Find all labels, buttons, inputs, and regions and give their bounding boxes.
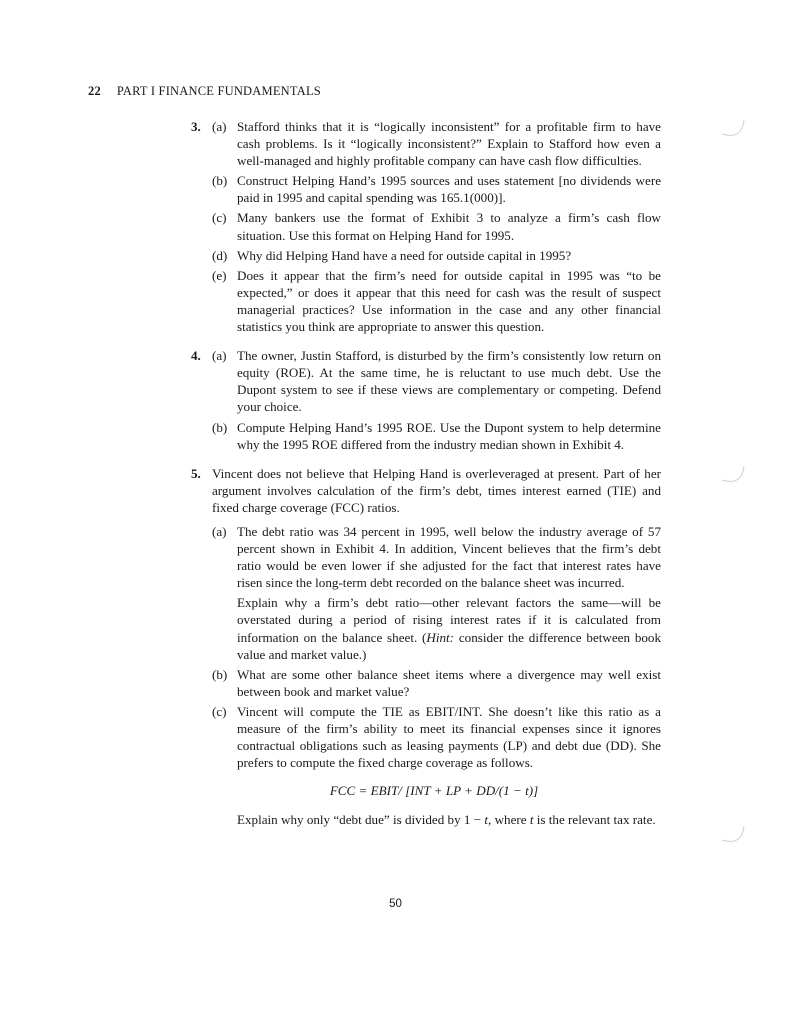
subquestion-text: What are some other balance sheet items where a divergence may well exist between book and market value? (237, 666, 661, 699)
paragraph-text-continued: consider the difference between book value and market value.) (237, 629, 662, 662)
subquestion-label: (d) (212, 247, 228, 263)
subquestion-3a (212, 118, 661, 169)
subquestion-text: Why did Helping Hand have a need for outside capital in 1995? (237, 247, 572, 263)
subquestion-label: (a) (212, 523, 227, 539)
header-running-title: PART I FINANCE FUNDAMENTALS (116, 84, 321, 98)
subquestion-text: Many bankers use the format of Exhibit 3 to analyze a firm’s cash flow situation. Use this format on Helping Hand for 1995. (237, 210, 661, 243)
binder-hole-mark-bottom (722, 826, 744, 841)
subquestion-followup (237, 811, 661, 828)
question-body (212, 118, 661, 338)
followup-text-end: is the relevant tax rate. (533, 812, 656, 828)
subquestion-text: Does it appear that the firm’s need for outside capital in 1995 was “to be expected,” or does it appear that this need for cash was the result of suspect managerial practices? Use information in the case and any other financial statistics you think are appropriate to answer this question. (237, 267, 661, 335)
subquestion-text: Vincent will compute the TIE as EBIT/INT. She doesn’t like this ratio as a measure of the firm’s ability to meet its financial expenses since it ignores contractual obligations such as leasing payments (LP) and debt due (DD). She prefers to compute the fixed charge coverage as follows. (237, 703, 661, 771)
question-number: 5. (191, 465, 201, 481)
variable-t: t (484, 812, 489, 828)
subquestion-3e (212, 267, 661, 335)
question-body (212, 347, 661, 456)
subquestion-text: The debt ratio was 34 percent in 1995, well below the industry average of 57 percent shown in Exhibit 4. In addition, Vincent believes that the firm’s debt ratio would be even lower if she adjusted for the fact that interest rates have risen since the long-term debt recorded on the balance sheet was incurred. (237, 523, 661, 591)
subquestion-3d (212, 247, 661, 264)
subquestion-text: The owner, Justin Stafford, is disturbed by the firm’s consistently low return on equity (ROE). At the same time, he is reluctant to use much debt. Use the Dupont system to see if these views are complementary or competing. Defend your choice. (237, 348, 661, 415)
subquestion-label: (c) (212, 210, 227, 226)
subquestion-4a (212, 347, 661, 415)
followup-text-mid: , where (488, 812, 530, 828)
subquestion-5c (212, 703, 661, 829)
subquestion-paragraph (237, 594, 661, 662)
subquestion-5a (212, 523, 661, 663)
question-number: 3. (191, 119, 201, 134)
hint-label: Hint: (426, 629, 455, 645)
page-content (191, 118, 661, 840)
subquestion-text-block (237, 703, 661, 829)
subquestion-5b (212, 666, 661, 700)
subquestion-label: (b) (212, 173, 228, 189)
question-4 (191, 347, 661, 456)
variable-t: t (529, 812, 534, 828)
subquestion-4b (212, 419, 661, 453)
question-3 (191, 118, 661, 338)
question-number: 4. (191, 348, 201, 364)
subquestion-3c (212, 209, 661, 243)
subquestion-text: Compute Helping Hand’s 1995 ROE. Use the Dupont system to help determine why the 1995 ROE differed from the industry median shown in Exhibit 4. (237, 419, 661, 452)
question-5 (191, 465, 661, 832)
subquestion-label: (a) (212, 348, 227, 364)
subquestion-label: (b) (212, 419, 228, 435)
subquestion-label: (c) (212, 703, 227, 719)
subquestion-label: (b) (212, 666, 228, 682)
binder-hole-mark-top (722, 120, 744, 135)
subquestion-label: (a) (212, 119, 227, 134)
question-intro: Vincent does not believe that Helping Hand is overleveraged at present. Part of her argument involves calculation of the firm’s debt, times interest earned (TIE) and fixed charge coverage (FCC) ratios. (212, 465, 661, 515)
running-header (88, 84, 321, 99)
paragraph-text: Explain why a firm’s debt ratio—other relevant factors the same—will be overstated during a period of rising interest rates if it is calculated from information on the balance sheet. ( (237, 595, 661, 645)
fcc-formula: FCC = EBIT/ [INT + LP + DD/(1 − t)] (329, 783, 539, 799)
question-body (212, 465, 661, 832)
subquestion-3b (212, 172, 661, 206)
header-page-number: 22 (88, 84, 101, 98)
followup-text: Explain why only “debt due” is divided by 1 − (237, 812, 485, 828)
subquestion-label: (e) (212, 267, 227, 283)
subquestion-text: Stafford thinks that it is “logically inconsistent” for a profitable firm to have cash problems. Is it “logically inconsistent?” Explain to Stafford how even a well-managed and highly profitable company can have cash flow difficulties. (237, 119, 661, 169)
subquestion-text: Construct Helping Hand’s 1995 sources and uses statement [no dividends were paid in 1995 and capital spending was 165.1(000)]. (237, 173, 661, 206)
footer-page-number: 50 (389, 898, 402, 910)
binder-hole-mark-middle (722, 466, 744, 481)
subquestion-text-block (237, 523, 661, 663)
